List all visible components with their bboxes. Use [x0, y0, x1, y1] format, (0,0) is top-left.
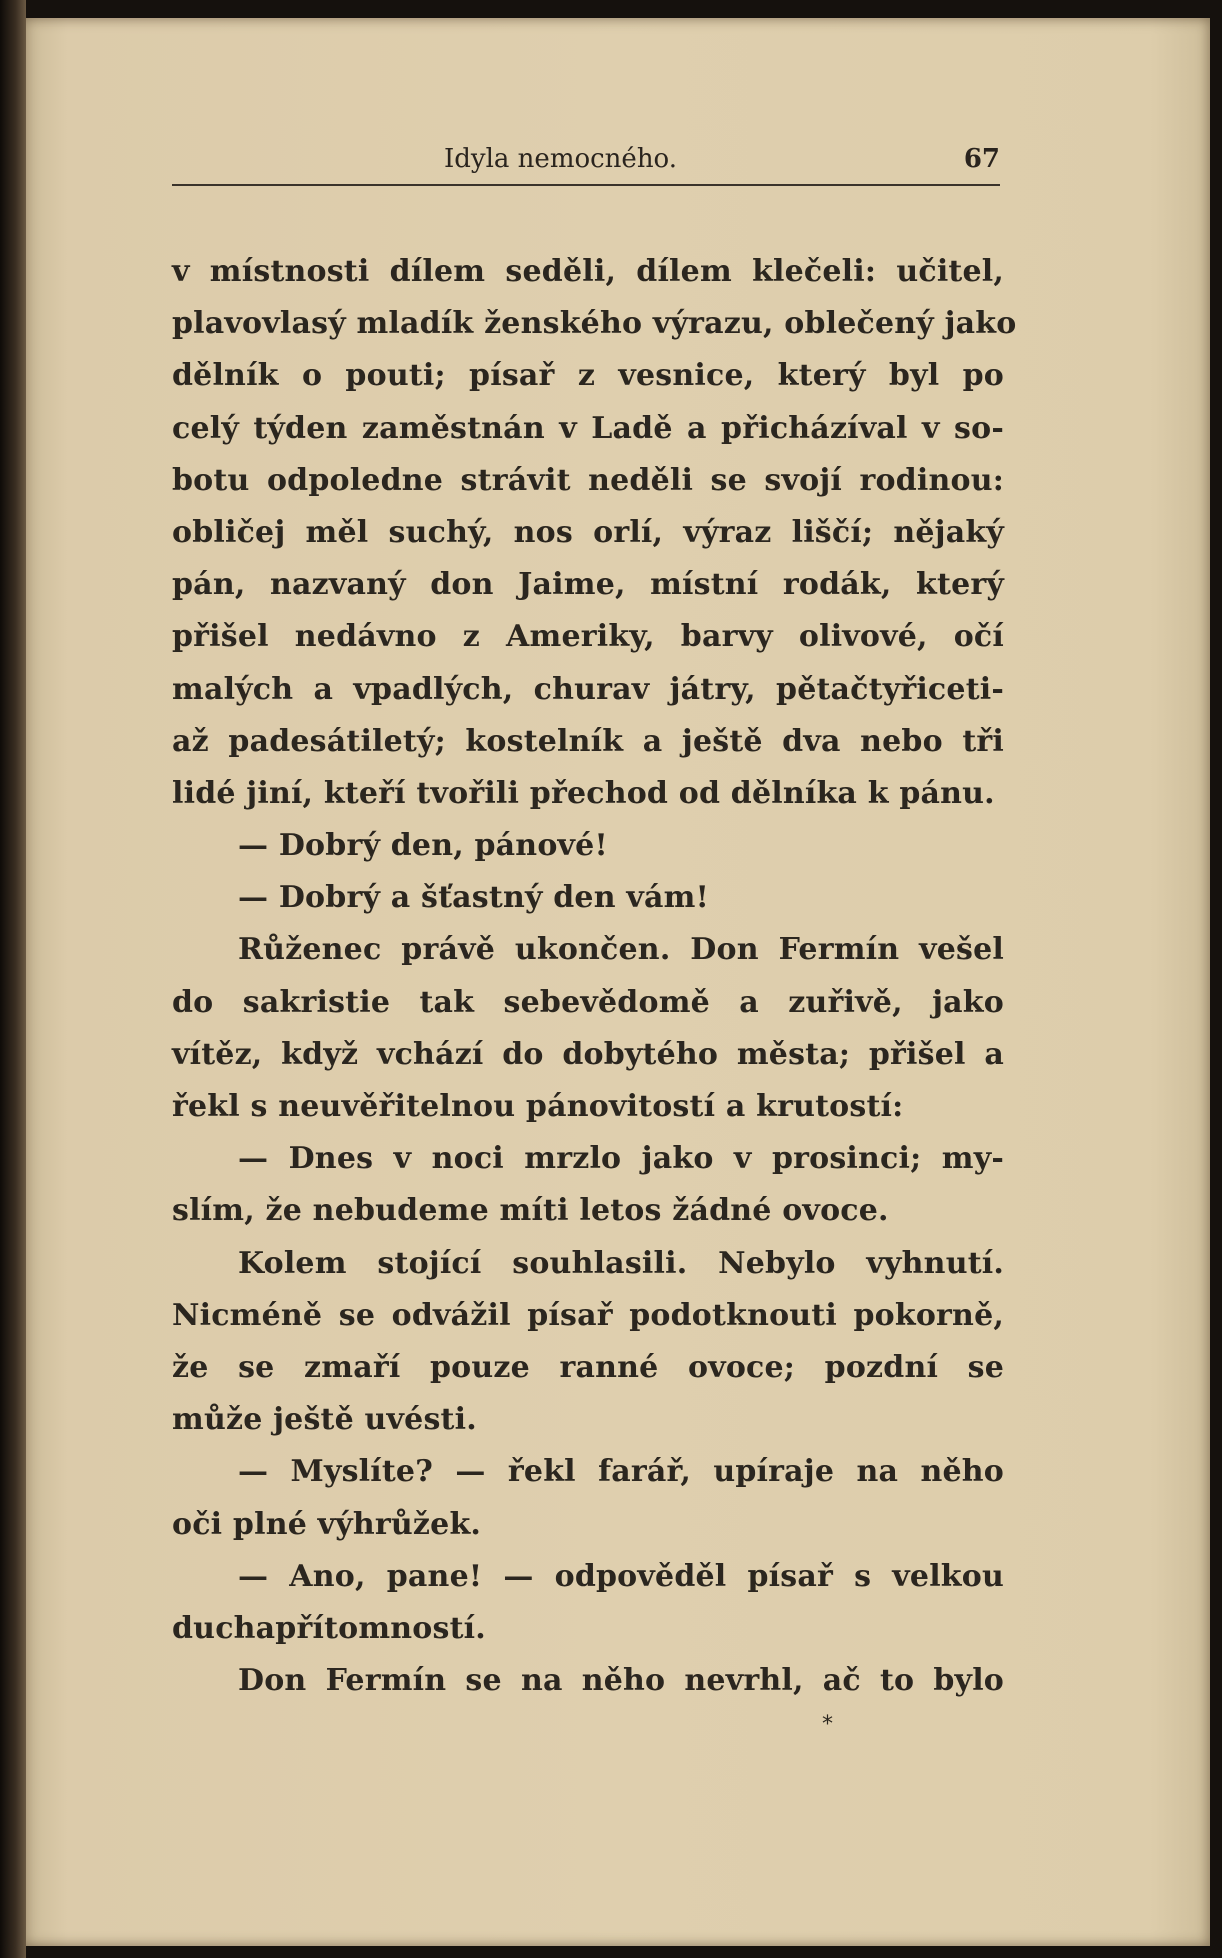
- printer-signature-mark: *: [822, 1712, 833, 1737]
- text-body: [172, 246, 1017, 1707]
- text-line: přišel nedávno z Ameriky, barvy olivové, očí: [172, 619, 1004, 655]
- text-line: botu odpoledne strávit neděli se svojí rodinou:: [172, 462, 1004, 498]
- text-line: Nicméně se odvážil písař podotknouti pokorně,: [172, 1297, 1004, 1333]
- text-line: malých a vpadlých, churav játry, pětačtyřiceti-: [172, 671, 1004, 707]
- paragraph-start-line: Růženec právě ukončen. Don Fermín vešel: [238, 932, 1004, 968]
- dialogue-line: — Ano, pane! — odpověděl písař s velkou: [238, 1558, 1004, 1594]
- text-line: lidé jiní, kteří tvořili přechod od dělníka k pánu.: [172, 775, 995, 811]
- paragraph-start-line: Don Fermín se na něho nevrhl, ač to bylo: [238, 1663, 1004, 1699]
- text-line: řekl s neuvěřitelnou pánovitostí a krutostí:: [172, 1089, 904, 1124]
- text-line: celý týden zaměstnán v Ladě a přicházíval v so-: [172, 410, 1004, 446]
- text-line: v místnosti dílem seděli, dílem klečeli: učitel,: [172, 254, 1004, 289]
- dialogue-line: — Myslíte? — řekl farář, upíraje na něho: [238, 1454, 1004, 1490]
- dialogue-line: — Dobrý a šťastný den vám!: [238, 880, 709, 916]
- text-line: duchapřítomností.: [172, 1610, 486, 1646]
- text-line: až padesátiletý; kostelník a ještě dva nebo tři: [172, 723, 1004, 759]
- dialogue-line: — Dobrý den, pánové!: [238, 828, 608, 864]
- text-line: slím, že nebudeme míti letos žádné ovoce.: [172, 1193, 889, 1229]
- text-line: do sakristie tak sebevědomě a zuřivě, jako: [172, 984, 1004, 1020]
- paragraph-start-line: Kolem stojící souhlasili. Nebylo vyhnutí.: [238, 1245, 1004, 1281]
- text-line: obličej měl suchý, nos orlí, výraz liščí; nějaký: [172, 514, 1004, 550]
- dialogue-line: — Dnes v noci mrzlo jako v prosinci; my-: [238, 1141, 1004, 1177]
- text-line: pán, nazvaný don Jaime, místní rodák, který: [172, 567, 1004, 603]
- text-line: plavovlasý mladík ženského výrazu, oblečený jako: [172, 306, 1017, 342]
- text-line: může ještě uvésti.: [172, 1402, 477, 1438]
- text-line: vítěz, když vchází do dobytého města; přišel a: [172, 1036, 1004, 1072]
- page-number: 67: [963, 144, 1000, 174]
- text-line: dělník o pouti; písař z vesnice, který byl po: [172, 358, 1004, 394]
- text-line: že se zmaří pouze ranné ovoce; pozdní se: [172, 1349, 1004, 1385]
- page-header: [172, 140, 1000, 186]
- text-line: oči plné výhrůžek.: [172, 1506, 482, 1542]
- running-title: Idyla nemocného.: [444, 144, 678, 174]
- book-spine: [0, 0, 26, 1958]
